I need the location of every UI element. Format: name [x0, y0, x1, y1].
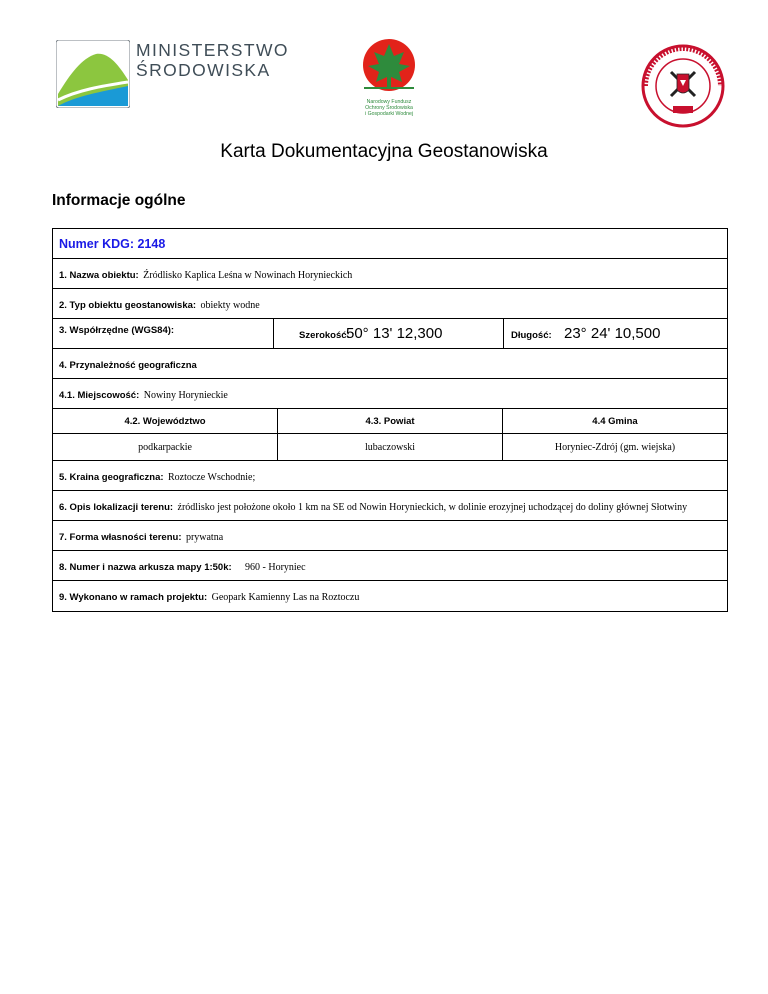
- map-sheet-label: 8. Numer i nazwa arkusza mapy 1:50k:: [59, 562, 232, 573]
- region-label: 5. Kraina geograficzna:: [59, 472, 164, 483]
- document-title: Karta Dokumentacyjna Geostanowiska: [220, 141, 548, 162]
- voivodeship-value: podkarpackie: [138, 442, 192, 453]
- object-name-row: [53, 259, 727, 289]
- town-row: [53, 379, 727, 409]
- county-header: 4.3. Powiat: [277, 409, 502, 433]
- county-value: lubaczowski: [277, 434, 502, 460]
- coordinates-row: [53, 319, 727, 349]
- nfosigw-line3: i Gospodarki Wodnej: [364, 111, 414, 117]
- location-description-value: źródlisko jest położone około 1 km na SE od Nowin Horynieckich, w dolinie erozyjnej uchodzącej do doliny głównej Słotwiny: [177, 502, 688, 513]
- ownership-row: [53, 521, 727, 551]
- kdg-number: Numer KDG: 2148: [59, 237, 166, 251]
- nfosigw-line1: Narodowy Fundusz: [366, 99, 412, 105]
- ministerstwo-line2: ŚRODOWISKA: [136, 60, 271, 80]
- ownership-label: 7. Forma własności terenu:: [59, 532, 182, 543]
- project-label: 9. Wykonano w ramach projektu:: [59, 592, 208, 603]
- ministerstwo-line1: MINISTERSTWO: [136, 40, 289, 60]
- nfosigw-emblem-icon: [358, 36, 420, 98]
- commune-value: Horyniec-Zdrój (gm. wiejska): [502, 434, 727, 460]
- section-heading: Informacje ogólne: [52, 192, 186, 209]
- map-sheet-value: 960 - Horyniec: [245, 562, 306, 573]
- town-value: Nowiny Horynieckie: [143, 390, 228, 401]
- region-value: Roztocze Wschodnie;: [167, 472, 256, 483]
- coordinates-label: 3. Współrzędne (WGS84):: [59, 325, 175, 336]
- coordinates-divider: [273, 319, 274, 348]
- map-sheet-row: [53, 551, 727, 581]
- ministerstwo-logo-icon: [56, 40, 130, 108]
- region-row: [53, 461, 727, 491]
- latitude-value: 50° 13' 12,300: [346, 325, 443, 342]
- admin-values-row: [53, 434, 727, 461]
- longitude-value: 23° 24' 10,500: [564, 325, 661, 342]
- object-type-value: obiekty wodne: [200, 300, 260, 311]
- object-type-label: 2. Typ obiektu geostanowiska:: [59, 300, 197, 311]
- voivodeship-header: 4.2. Województwo: [124, 416, 206, 427]
- nfosigw-line2: Ochrony Środowiska: [365, 105, 413, 111]
- geosite-card: [52, 228, 728, 612]
- commune-header: 4.4 Gmina: [502, 409, 727, 433]
- location-description-row: [53, 491, 727, 521]
- object-name-label: 1. Nazwa obiektu:: [59, 270, 139, 281]
- kdg-row: [53, 229, 727, 259]
- admin-header-row: [53, 409, 727, 434]
- location-description-label: 6. Opis lokalizacji terenu:: [59, 502, 174, 513]
- object-name-value: Źródlisko Kaplica Leśna w Nowinach Horynieckich: [143, 270, 353, 281]
- project-row: [53, 581, 727, 611]
- coordinates-divider: [503, 319, 504, 348]
- nfosigw-logo: [358, 36, 420, 128]
- geographic-affiliation-row: [53, 349, 727, 379]
- ownership-value: prywatna: [185, 532, 224, 543]
- project-value: Geopark Kamienny Las na Roztoczu: [211, 592, 360, 603]
- ministerstwo-srodowiska-logo: [56, 40, 289, 108]
- geographic-affiliation-label: 4. Przynależność geograficzna: [59, 360, 197, 371]
- object-type-row: [53, 289, 727, 319]
- pig-seal-icon: [641, 44, 725, 128]
- longitude-label: Długość:: [511, 330, 552, 341]
- town-label: 4.1. Miejscowość:: [59, 390, 140, 401]
- pig-pib-seal: [641, 44, 725, 128]
- latitude-label: Szerokość:: [299, 330, 350, 341]
